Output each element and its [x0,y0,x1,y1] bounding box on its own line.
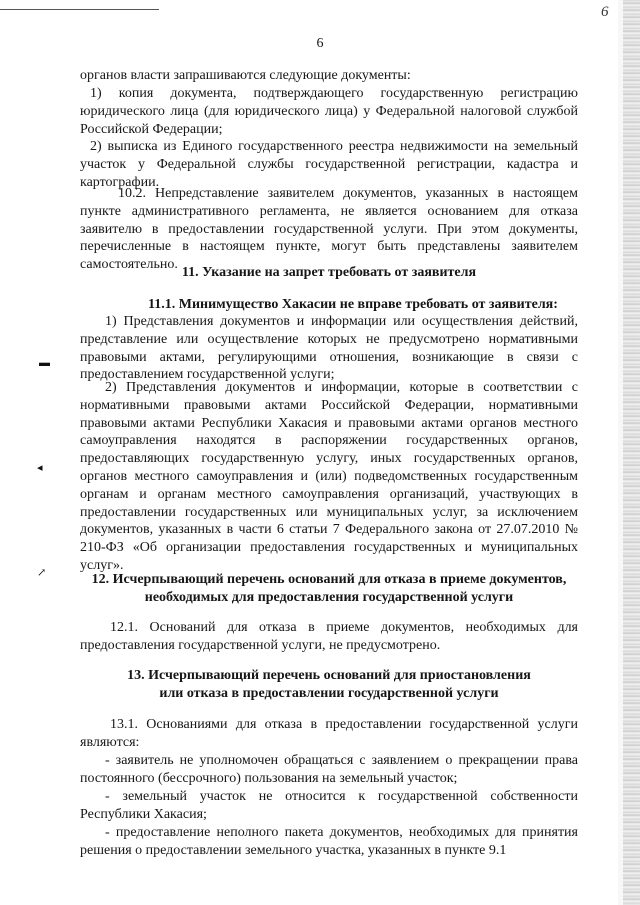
section-11-1-title: 11.1. Минимущество Хакасии не вправе требовать от заявителя: [148,297,558,312]
section-13-item-2: - земельный участок не относится к государственной собственности Республики Хакасия; [80,789,578,822]
margin-mark: ◂ [37,462,43,474]
top-rule [0,9,159,10]
section-11-item-1: 1) Представления документов и информации или осуществления действий, представление или осуществление которых не предусмотрено нормативными правовыми актами, регулирующими отношения, возникающие в связи с предоставлением государственной услуги; [80,314,578,383]
margin-mark: ↗ [37,567,47,579]
paragraph-documents-requested: органов власти запрашиваются следующие документы: [80,68,411,83]
section-11-title: 11. Указание на запрет требовать от заявителя [181,265,477,280]
section-13-item-1: - заявитель не уполномочен обращаться с заявлением о прекращении права постоянного (бессрочного) пользования на земельный участок; [80,753,578,786]
section-13-item-3: - предоставление неполного пакета документов, необходимых для принятия решения о предоставлении земельного участка, указанных в пункте 9.1 [80,825,578,858]
paragraph-10-2: 10.2. Непредставление заявителем документов, указанных в настоящем пункте административного регламента, не является основанием для отказа заявителю в предоставлении государственной услуги. При этом документы, перечисленные в настоящем пункте, могут быть представлены заявителем самостоятельно. [80,186,578,273]
page-number: 6 [316,36,324,51]
paragraph-item-2: 2) выписка из Единого государственного реестра недвижимости на земельный участок у Федеральной службы государственной регистрации, кадастра и картографии. [80,139,578,190]
section-12-1-text: 12.1. Оснований для отказа в приеме документов, необходимых для предоставления государственной услуги, не предусмотрено. [80,620,578,653]
handwritten-page-mark: 6 [601,4,609,20]
section-12-title-line-1: 12. Исчерпывающий перечень оснований для отказа в приеме документов, [91,572,567,587]
scan-edge [618,0,640,905]
section-11-item-2: 2) Представления документов и информации, которые в соответствии с нормативными правовыми актами Российской Федерации, нормативными правовыми актами Республики Хакасия и правовыми актами органов местного самоуправления находятся в распоряжении государственных органов, предоставляющих государственную услугу, иных государственных органов, органов местного самоуправления и (или) подведомственных государственным органам и органам местного самоуправления организаций, участвующих в предоставлении государственных или муниципальных услуг, за исключением документов, указанных в части 6 статьи 7 Федерального закона от 27.07.2010 № 210-ФЗ «Об организации предоставления государственных и муниципальных услуг». [80,380,578,573]
section-13-1-intro: 13.1. Основаниями для отказа в предоставлении государственной услуги являются: [80,717,578,750]
paragraph-item-1: 1) копия документа, подтверждающего государственную регистрацию юридического лица (для юридического лица) у Федеральной налоговой службой Российской Федерации; [80,86,578,137]
margin-mark: ▬ [39,357,50,369]
section-13-title-line-1: 13. Исчерпывающий перечень оснований для приостановления [127,668,531,683]
section-13-title-line-2: или отказа в предоставлении государственной услуги [159,686,499,701]
section-12-title-line-2: необходимых для предоставления государственной услуги [144,590,514,605]
